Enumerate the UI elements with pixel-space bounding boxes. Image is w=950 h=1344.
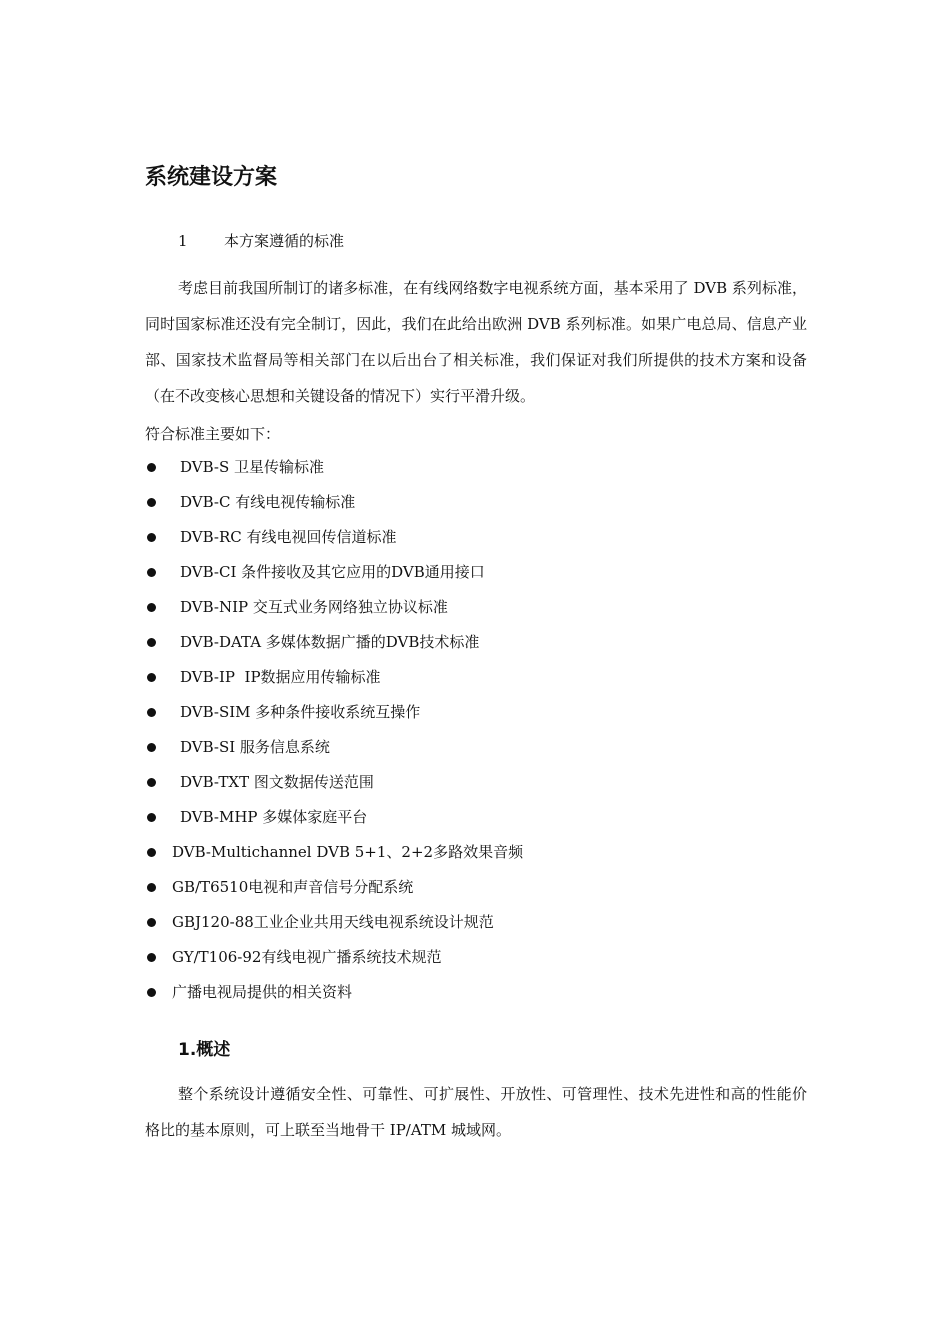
list-item [145,695,523,730]
standards-intro: 符合标准主要如下： [145,425,281,443]
standards-list [145,450,523,1010]
list-item [145,905,523,940]
bullet-icon [147,953,156,962]
list-item-text: DVB-MHP 多媒体家庭平台 [180,808,368,826]
list-item [145,555,523,590]
bullet-icon [147,498,156,507]
bullet-icon [147,603,156,612]
list-item-text: 广播电视局提供的相关资料 [172,983,353,1001]
list-item-text: DVB-CI 条件接收及其它应用的DVB通用接口 [180,563,485,581]
list-item-text: DVB-SIM 多种条件接收系统互操作 [180,703,421,721]
section-number: 1 [178,232,188,250]
list-item [145,485,523,520]
list-item [145,450,523,485]
bullet-icon [147,813,156,822]
bullet-icon [147,673,156,682]
paragraph-overview: 整个系统设计遵循安全性、可靠性、可扩展性、开放性、可管理性、技术先进性和高的性能价格比的基本原则，可上联至当地骨干 IP/ATM 城域网。 [145,1085,807,1139]
list-item [145,940,523,975]
section-heading [178,229,344,253]
paragraph-standards: 考虑目前我国所制订的诸多标准，在有线网络数字电视系统方面，基本采用了 DVB 系列标准，同时国家标准还没有完全制订，因此，我们在此给出欧洲 DVB 系列标准。如果广电总局、信息产业部、国家技术监督局等相关部门在以后出台了相关标准，我们保证对我们所提供的技术方案和设备（在不改变核心思想和关键设备的情况下）实行平滑升级。 [145,279,807,405]
section-title: 本方案遵循的标准 [224,232,345,250]
list-item-text: GBJ120-88工业企业共用天线电视系统设计规范 [172,913,494,931]
list-item-text: DVB-S 卫星传输标准 [180,458,325,476]
list-item [145,870,523,905]
list-item [145,625,523,660]
list-item-text: DVB-NIP 交互式业务网络独立协议标准 [180,598,448,616]
list-item-text: DVB-DATA 多媒体数据广播的DVB技术标准 [180,633,480,651]
bullet-icon [147,883,156,892]
list-item [145,975,523,1010]
bullet-icon [147,743,156,752]
list-item [145,520,523,555]
overview-heading: 1.概述 [178,1040,231,1060]
bullet-icon [147,778,156,787]
list-item-text: GB/T6510电视和声音信号分配系统 [172,878,414,896]
bullet-icon [147,463,156,472]
list-item-text: GY/T106-92有线电视广播系统技术规范 [172,948,442,966]
bullet-icon [147,988,156,997]
bullet-icon [147,568,156,577]
list-item [145,660,523,695]
bullet-icon [147,533,156,542]
list-item [145,800,523,835]
bullet-icon [147,708,156,717]
list-item-text: DVB-C 有线电视传输标准 [180,493,356,511]
list-item [145,765,523,800]
bullet-icon [147,638,156,647]
document-title: 系统建设方案 [145,165,278,190]
list-item [145,835,523,870]
list-item-text: DVB-SI 服务信息系统 [180,738,330,756]
list-item-text: DVB-IP IP数据应用传输标准 [180,668,381,686]
list-item [145,590,523,625]
list-item-text: DVB-TXT 图文数据传送范围 [180,773,374,791]
bullet-icon [147,848,156,857]
list-item [145,730,523,765]
list-item-text: DVB-RC 有线电视回传信道标准 [180,528,397,546]
list-item-text: DVB-Multichannel DVB 5+1、2+2多路效果音频 [172,843,524,861]
bullet-icon [147,918,156,927]
